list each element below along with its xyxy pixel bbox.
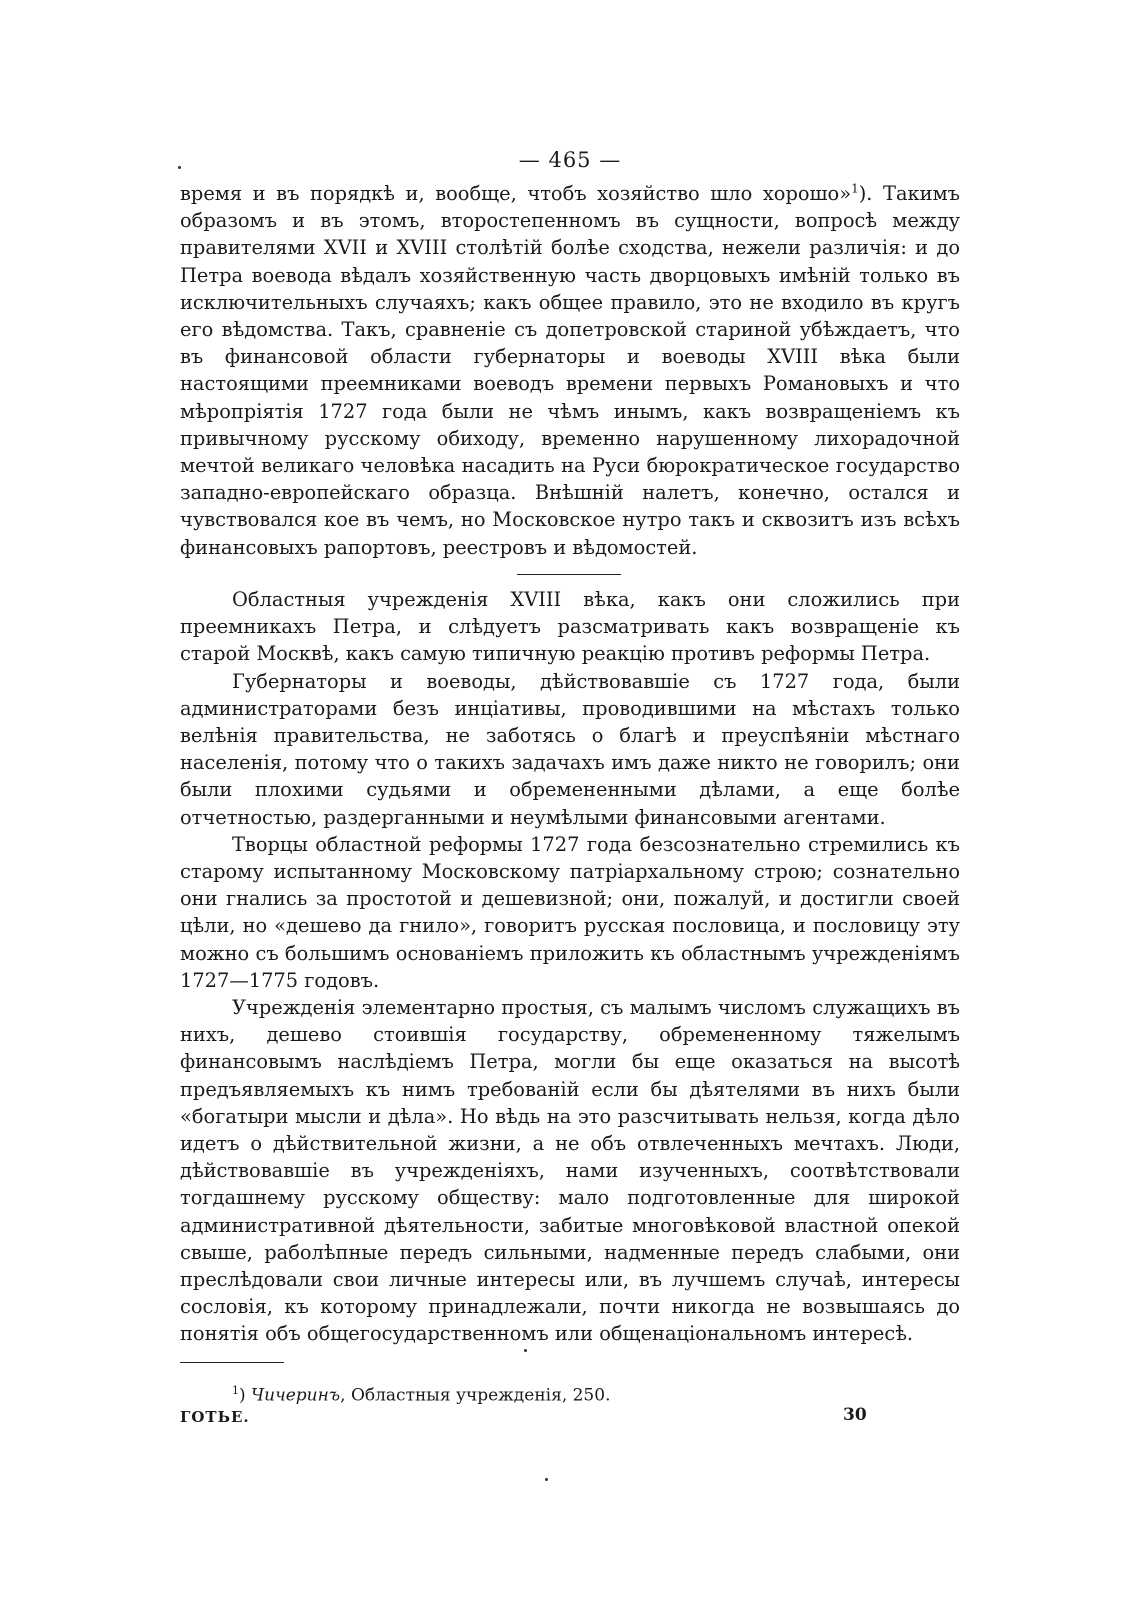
paragraph-text: время и въ порядкѣ и, вообще, чтобъ хозяйство шло хорошо» xyxy=(180,182,852,205)
opening-paragraph xyxy=(180,180,960,561)
conclusion-paragraph: Учрежденія элементарно простыя, съ малымъ числомъ служащихъ въ нихъ, дешево стоившія государству, обремененному тяжелымъ финансовымъ наслѣдіемъ Петра, могли бы еще оказаться на высотѣ предъявляемыхъ къ нимъ требованій если бы дѣятелями въ нихъ были «богатыри мысли и дѣла». Но вѣдь на это разсчитывать нельзя, когда дѣло идетъ о дѣйствительной жизни, а не объ отвлеченныхъ мечтахъ. Люди, дѣйствовавшіе въ учрежденіяхъ, нами изученныхъ, соотвѣтствовали тогдашнему русскому обществу: мало подготовленные для широкой административной дѣятельности, забитые многовѣковой властной опекой свыше, раболѣпные передъ сильными, надменные передъ слабыми, они преслѣдовали свои личные интересы или, въ лучшемъ случаѣ, интересы сословія, къ которому принадлежали, почти никогда не возвышаясь до понятія объ общегосударственномъ или общенаціональномъ интересѣ. xyxy=(180,996,960,1346)
print-speck xyxy=(178,166,181,169)
footnote-source: , Областныя учрежденія, 250. xyxy=(340,1385,611,1406)
print-speck xyxy=(524,1349,527,1352)
sheet-number: 30 xyxy=(843,1405,867,1425)
footnote-author: Чичеринъ xyxy=(251,1385,341,1406)
paragraph-text-continued: ). Такимъ образомъ и въ этомъ, второстепенномъ въ сущности, вопросѣ между правителями XVII и XVIII столѣтій болѣе сходства, нежели различія: и до Петра воевода вѣдалъ хозяйственную часть дворцовыхъ имѣній только въ исключительныхъ случаяхъ; какъ общее правило, это не входило въ кругъ его вѣдомства. Такъ, сравненіе съ допетровской стариной убѣждаетъ, что въ финансовой области губернаторы и воеводы XVIII вѣка были настоящими преемниками воеводъ времени первыхъ Романовыхъ и что мѣропріятія 1727 года были не чѣмъ инымъ, какъ возвращеніемъ къ привычному русскому обиходу, временно нарушенному лихорадочной мечтой великаго человѣка насадить на Руси бюрократическое государство западно-европейскаго образца. Внѣшній налетъ, конечно, остался и чувствовался кое въ чемъ, но Московское нутро такъ и сквозитъ изъ всѣхъ финансовыхъ рапортовъ, реестровъ и вѣдомостей. xyxy=(180,182,960,559)
conclusion-section xyxy=(180,586,960,1348)
print-speck xyxy=(545,1478,548,1481)
signature-mark: ГОТЬЕ. xyxy=(180,1408,250,1426)
conclusion-paragraph: Губернаторы и воеводы, дѣйствовавшіе съ 1727 года, были администраторами безъ инціативы, проводившими на мѣстахъ только велѣнія правительства, не заботясь о благѣ и преуспѣяніи мѣстнаго населенія, потому что о такихъ задачахъ имъ даже никто не говорилъ; они были плохими судьями и обремененными дѣлами, а еще болѣе отчетностью, раздерганными и неумѣлыми финансовыми агентами. xyxy=(180,669,960,829)
conclusion-paragraph: Творцы областной реформы 1727 года безсознательно стремились къ старому испытанному Московскому патріархальному строю; сознательно они гнались за простотой и дешевизной; они, пожалуй, и достигли своей цѣли, но «дешево да гнило», говоритъ русская пословица, и пословицу эту можно съ большимъ основаніемъ приложить къ областнымъ учрежденіямъ 1727—1775 годовъ. xyxy=(180,832,960,992)
footnote-divider xyxy=(180,1362,284,1363)
footnote-reference[interactable]: 1 xyxy=(851,181,859,196)
conclusion-paragraph: Областныя учрежденія XVIII вѣка, какъ они сложились при преемникахъ Петра, и слѣдуетъ разсматривать какъ возвращеніе къ старой Москвѣ, какъ самую типичную реакцію противъ реформы Петра. xyxy=(180,588,960,666)
footnote xyxy=(232,1379,610,1408)
footnote-paren: ) xyxy=(239,1385,246,1406)
page-number: — 465 — xyxy=(518,148,622,172)
footnote-mark: 1 xyxy=(232,1384,239,1397)
section-divider xyxy=(517,574,621,575)
